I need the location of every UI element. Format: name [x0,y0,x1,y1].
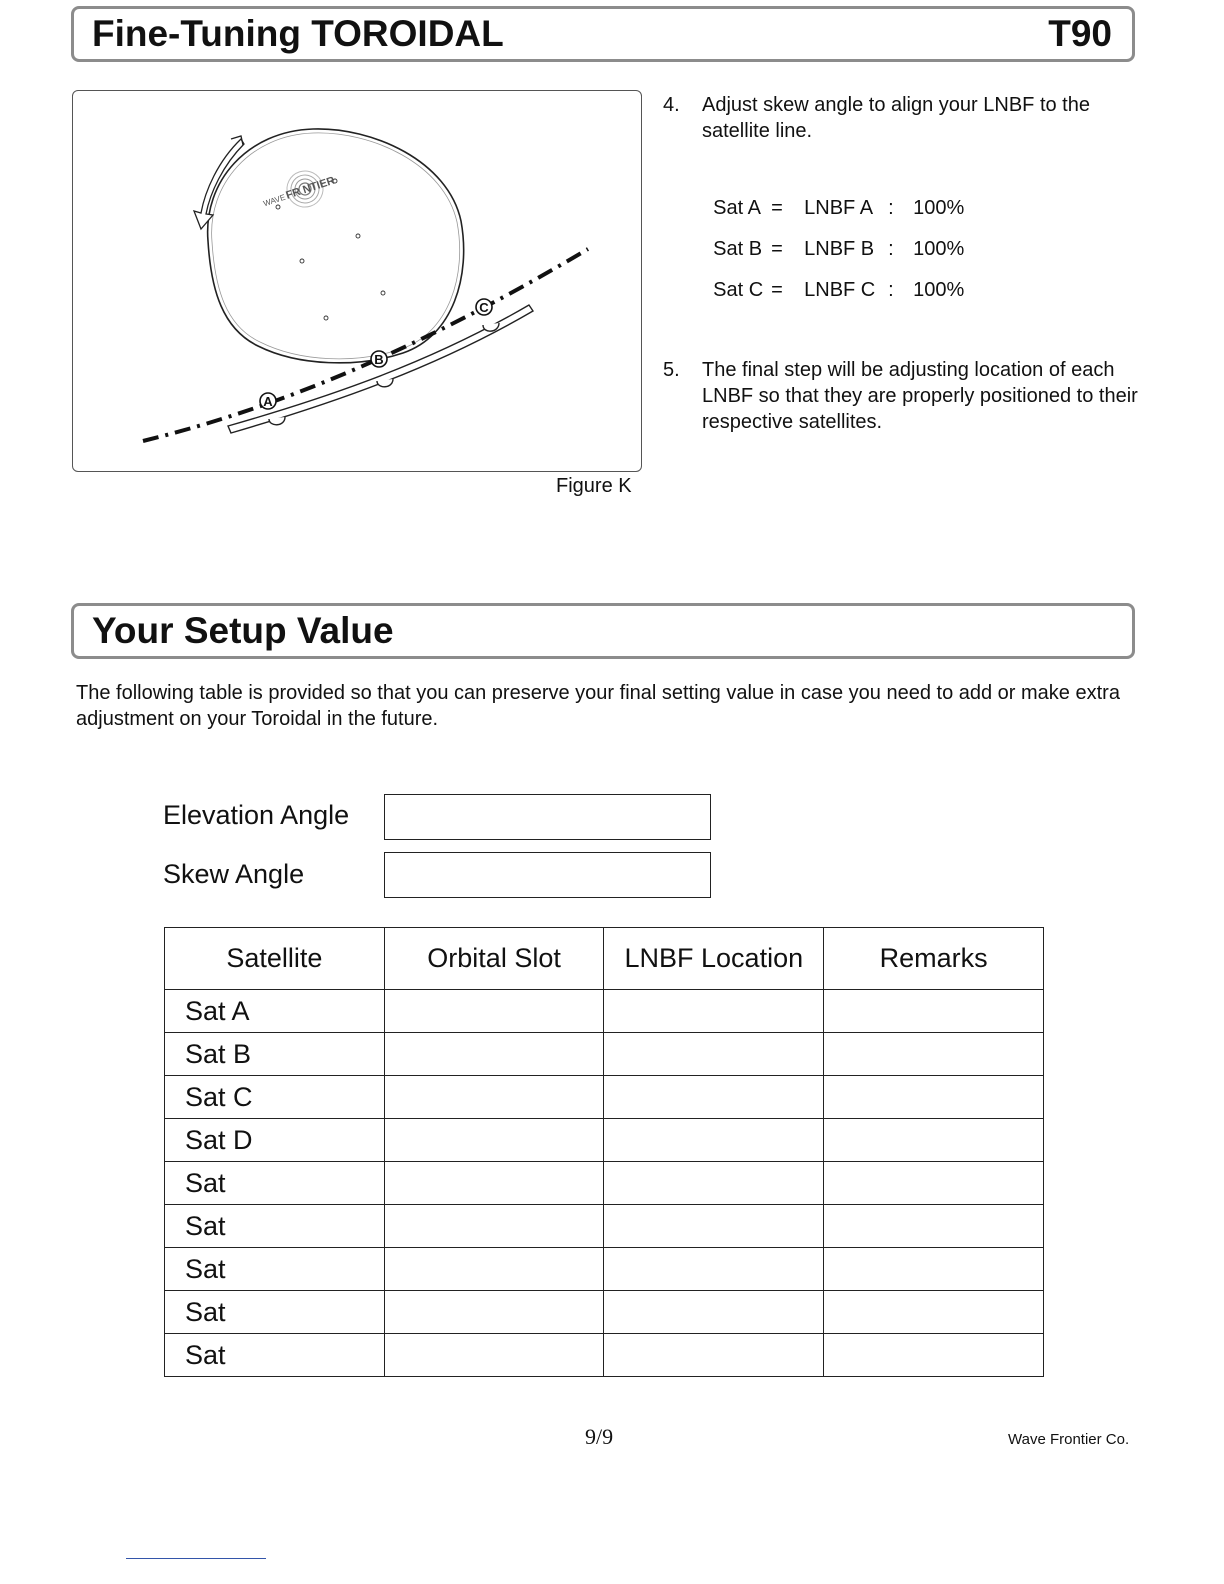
remarks-cell[interactable] [824,1205,1044,1248]
table-row [165,1162,1044,1205]
step-number: 5. [663,359,680,381]
table-row [165,990,1044,1033]
table-row [165,1205,1044,1248]
step-text: The final step will be adjusting location of each LNBF so that they are properly positioned to their respective satellites. [702,359,1138,433]
model-code: T90 [1048,13,1112,54]
lnbf-location-cell[interactable] [604,1119,824,1162]
setup-table [164,927,1044,1377]
table-header-row [165,928,1044,990]
remarks-cell[interactable] [824,1162,1044,1205]
orbital-slot-cell[interactable] [384,1162,604,1205]
lnbf-location-cell[interactable] [604,1076,824,1119]
figure-caption: Figure K [556,475,632,497]
lnbf-location-cell[interactable] [604,1291,824,1334]
remarks-cell[interactable] [824,1033,1044,1076]
ratio-row-b: Sat B = LNBF B : 100% [713,238,965,260]
table-row [165,1334,1044,1377]
satellite-cell: Sat B [165,1033,385,1076]
svg-text:A: A [263,394,273,409]
section-title: Your Setup Value [92,610,394,651]
remarks-cell[interactable] [824,990,1044,1033]
orbital-slot-cell[interactable] [384,1291,604,1334]
remarks-cell[interactable] [824,1076,1044,1119]
satellite-cell: Sat [165,1162,385,1205]
lnbf-marker-c [476,299,492,315]
satellite-cell: Sat [165,1205,385,1248]
satellite-cell: Sat [165,1334,385,1377]
orbital-slot-cell[interactable] [384,990,604,1033]
lnbf-location-cell[interactable] [604,1248,824,1291]
intro-paragraph: The following table is provided so that you can preserve your final setting value in case you need to add or make extra adjustment on your Toroidal in the future. [76,682,1120,730]
orbital-slot-cell[interactable] [384,1076,604,1119]
orbital-slot-cell[interactable] [384,1119,604,1162]
satellite-cell: Sat C [165,1076,385,1119]
section-header-setup-value [71,603,1135,659]
dish-diagram [73,91,642,472]
table-row [165,1119,1044,1162]
company-name: Wave Frontier Co. [1008,1431,1130,1448]
table-row [165,1291,1044,1334]
lnbf-location-cell[interactable] [604,1162,824,1205]
remarks-cell[interactable] [824,1291,1044,1334]
elevation-angle-field[interactable] [384,794,711,840]
orbital-slot-cell[interactable] [384,1248,604,1291]
satellite-cell: Sat A [165,990,385,1033]
step-text: Adjust skew angle to align your LNBF to the satellite line. [702,94,1090,142]
table-row [165,1033,1044,1076]
step-number: 4. [663,94,680,116]
section-title: Fine-Tuning TOROIDAL [92,13,504,54]
skew-angle-label: Skew Angle [163,859,305,889]
lnbf-location-cell[interactable] [604,990,824,1033]
page-number: 9/9 [585,1424,614,1449]
elevation-angle-label: Elevation Angle [163,800,350,830]
column-header-satellite: Satellite [165,928,385,990]
lnbf-location-cell[interactable] [604,1334,824,1377]
satellite-cell: Sat D [165,1119,385,1162]
orbital-slot-cell[interactable] [384,1205,604,1248]
footnote-divider [126,1558,266,1559]
table-row [165,1076,1044,1119]
satellite-cell: Sat [165,1248,385,1291]
svg-text:FR NTIER: FR NTIER [284,174,337,202]
figure-k-illustration [72,90,642,472]
ratio-row-a: Sat A = LNBF A : 100% [713,197,965,219]
lnbf-location-cell[interactable] [604,1033,824,1076]
remarks-cell[interactable] [824,1119,1044,1162]
lnbf-location-cell[interactable] [604,1205,824,1248]
logo-text: WAVE [262,192,287,209]
orbital-slot-cell[interactable] [384,1334,604,1377]
orbital-slot-cell[interactable] [384,1033,604,1076]
satellite-cell: Sat [165,1291,385,1334]
lnbf-marker-b [371,351,387,367]
column-header-lnbf-location: LNBF Location [604,928,824,990]
svg-text:B: B [374,352,384,367]
skew-angle-field[interactable] [384,852,711,898]
table-row [165,1248,1044,1291]
lnbf-marker-a [260,393,276,409]
remarks-cell[interactable] [824,1248,1044,1291]
remarks-cell[interactable] [824,1334,1044,1377]
dish-outline [208,129,464,363]
svg-text:C: C [479,300,489,315]
column-header-remarks: Remarks [824,928,1044,990]
column-header-orbital-slot: Orbital Slot [384,928,604,990]
ratio-row-c: Sat C = LNBF C : 100% [713,279,965,301]
section-header-fine-tuning [71,6,1135,62]
